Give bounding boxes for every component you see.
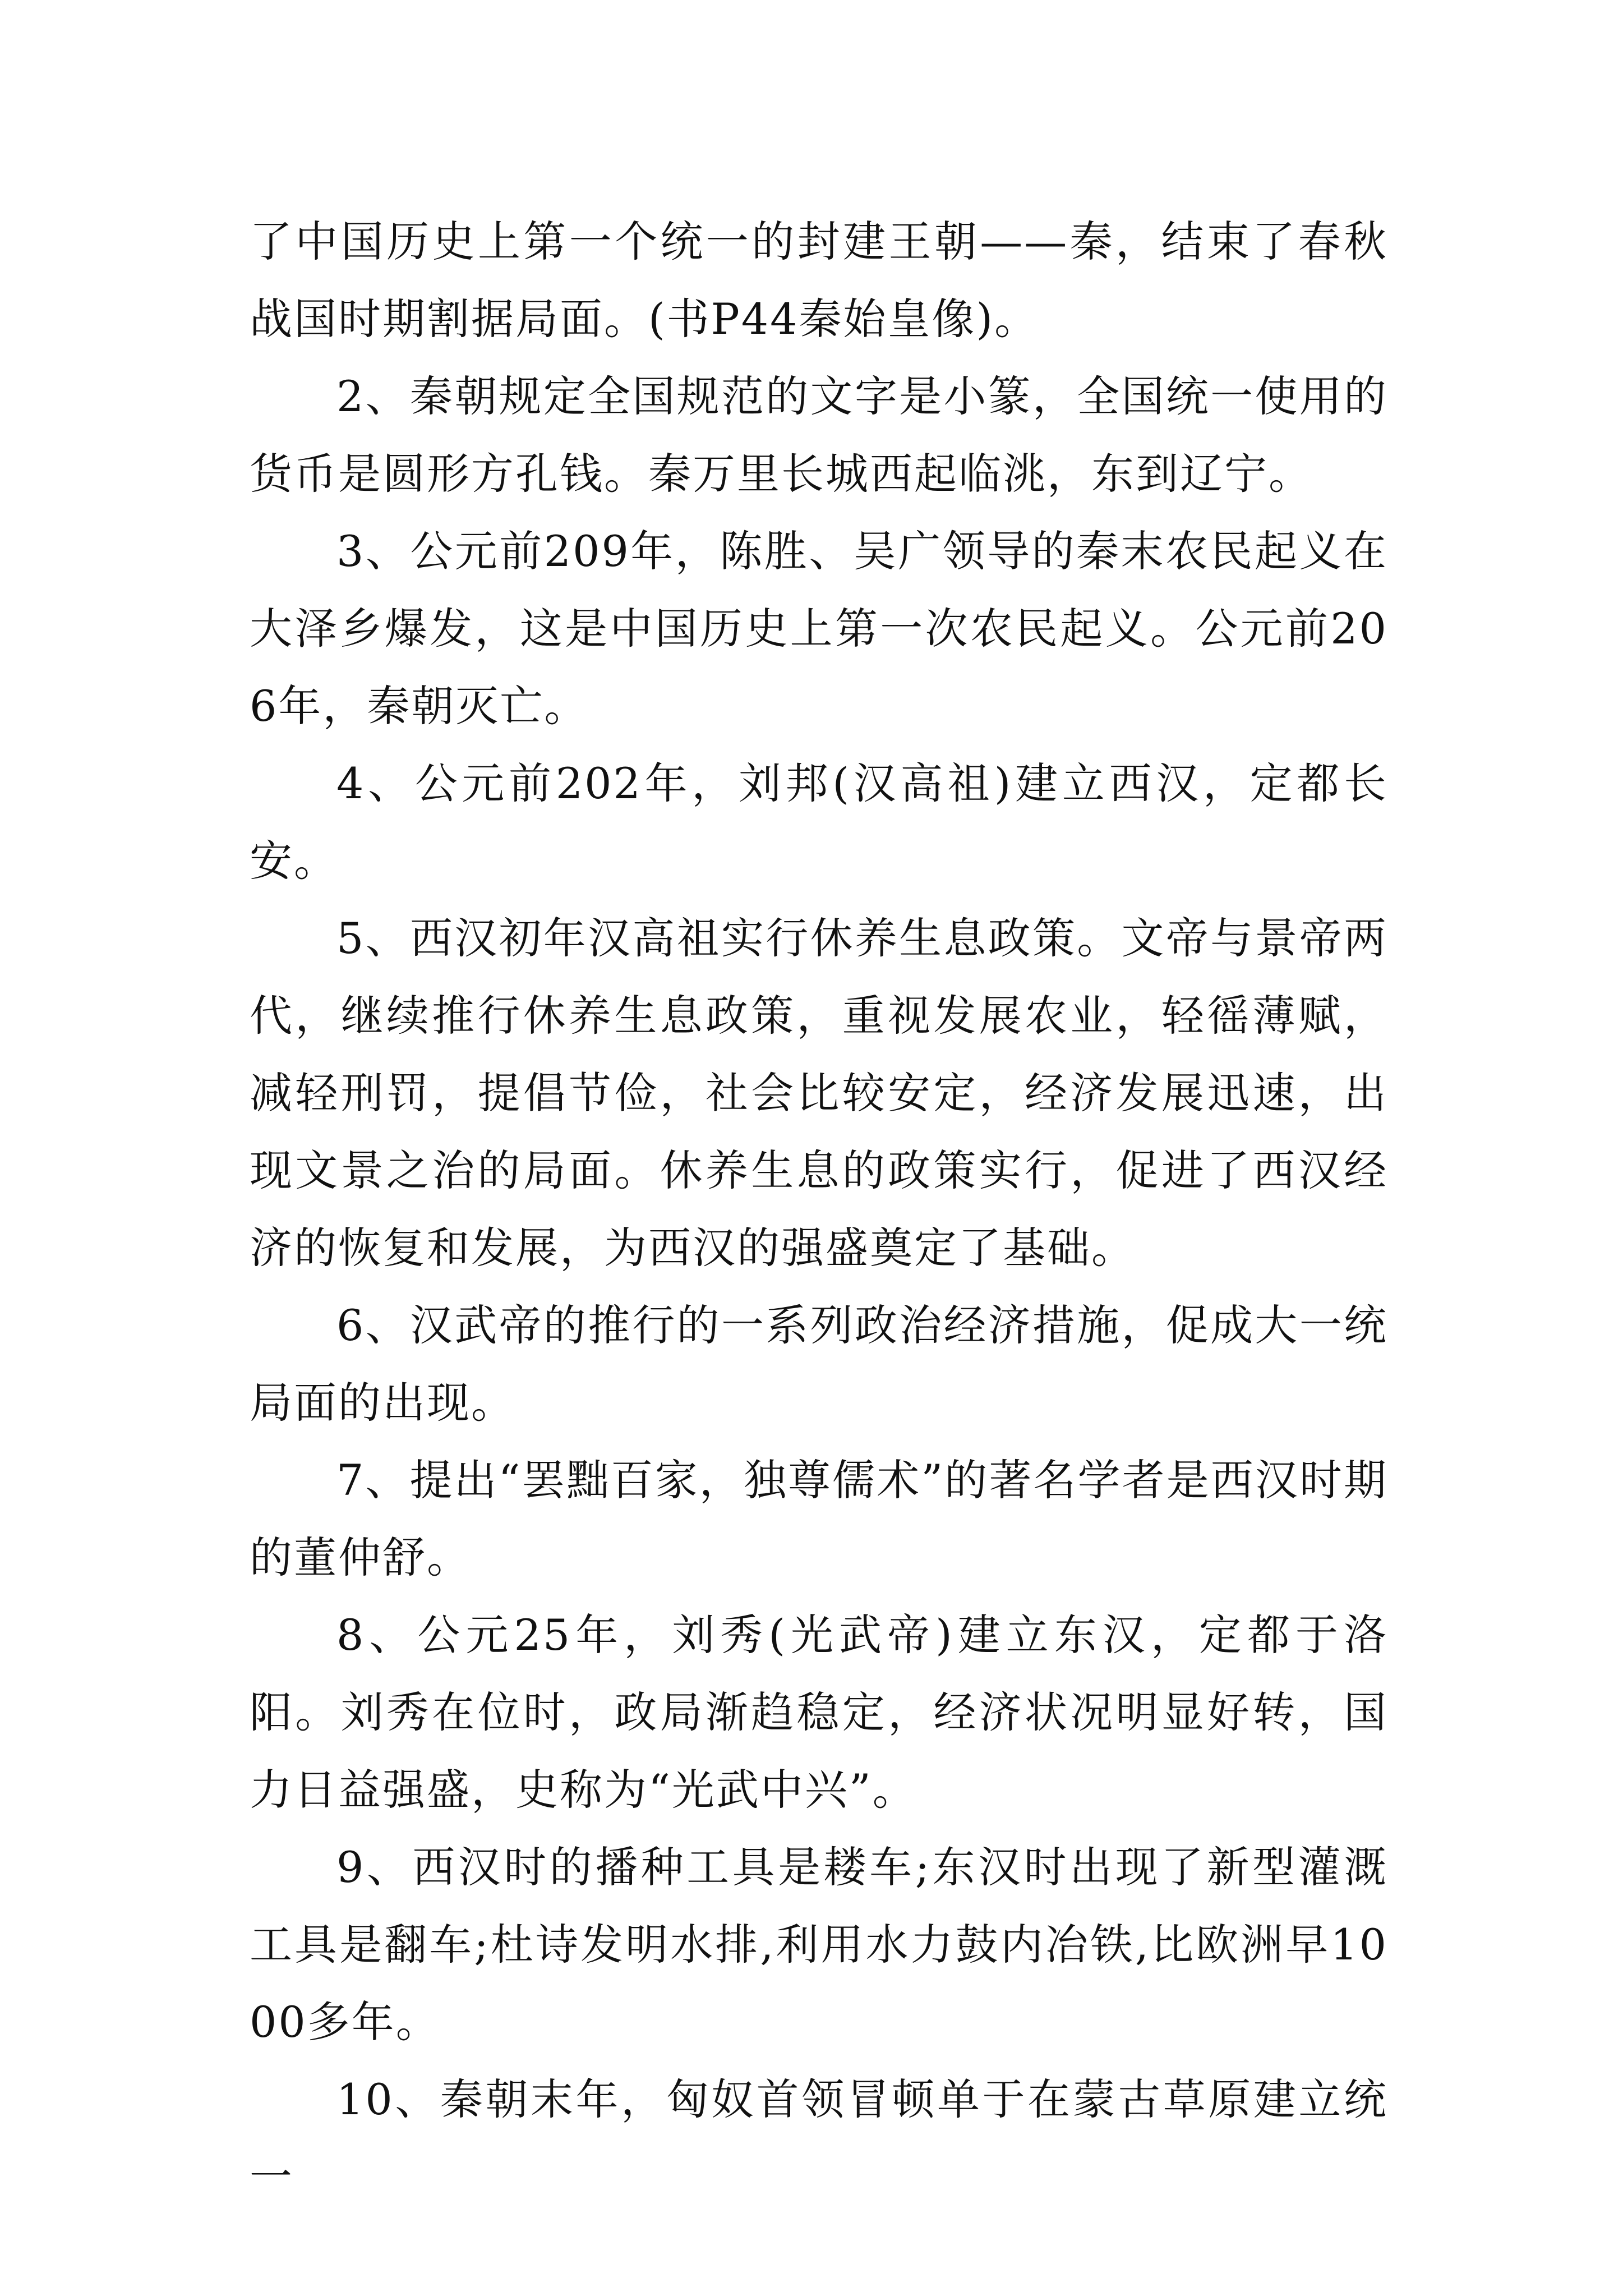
paragraph-item-5: 5、西汉初年汉高祖实行休养生息政策。文帝与景帝两代，继续推行休养生息政策，重视发展农业，轻徭薄赋，减轻刑罚，提倡节俭，社会比较安定，经济发展迅速，出现文景之治的局面。休养生息的政策实行，促进了西汉经济的恢复和发展，为西汉的强盛奠定了基础。 (250, 913, 1388, 1273)
paragraph-item-7: 7、提出“罢黜百家，独尊儒术”的著名学者是西汉时期的董仲舒。 (250, 1455, 1388, 1582)
paragraph-item-6: 6、汉武帝的推行的一系列政治经济措施，促成大一统局面的出现。 (250, 1300, 1388, 1428)
paragraph-continuation: 了中国历史上第一个统一的封建王朝——秦，结束了春秋战国时期割据局面。(书P44秦始皇像)。 (250, 217, 1388, 344)
paragraph-item-4: 4、公元前202年，刘邦(汉高祖)建立西汉，定都长安。 (250, 758, 1388, 886)
paragraph-item-10: 10、秦朝末年，匈奴首领冒顿单于在蒙古草原建立统一 (250, 2074, 1388, 2202)
paragraph-item-9: 9、西汉时的播种工具是耧车;东汉时出现了新型灌溉工具是翻车;杜诗发明水排,利用水力鼓内冶铁,比欧洲早1000多年。 (250, 1842, 1388, 2047)
paragraph-item-3: 3、公元前209年，陈胜、吴广领导的秦末农民起义在大泽乡爆发，这是中国历史上第一次农民起义。公元前206年，秦朝灭亡。 (250, 526, 1388, 731)
document-body (250, 203, 1388, 2216)
paragraph-item-2: 2、秦朝规定全国规范的文字是小篆，全国统一使用的货币是圆形方孔钱。秦万里长城西起临洮，东到辽宁。 (250, 371, 1388, 499)
paragraph-item-8: 8、公元25年，刘秀(光武帝)建立东汉，定都于洛阳。刘秀在位时，政局渐趋稳定，经济状况明显好转，国力日益强盛，史称为“光武中兴”。 (250, 1610, 1388, 1815)
